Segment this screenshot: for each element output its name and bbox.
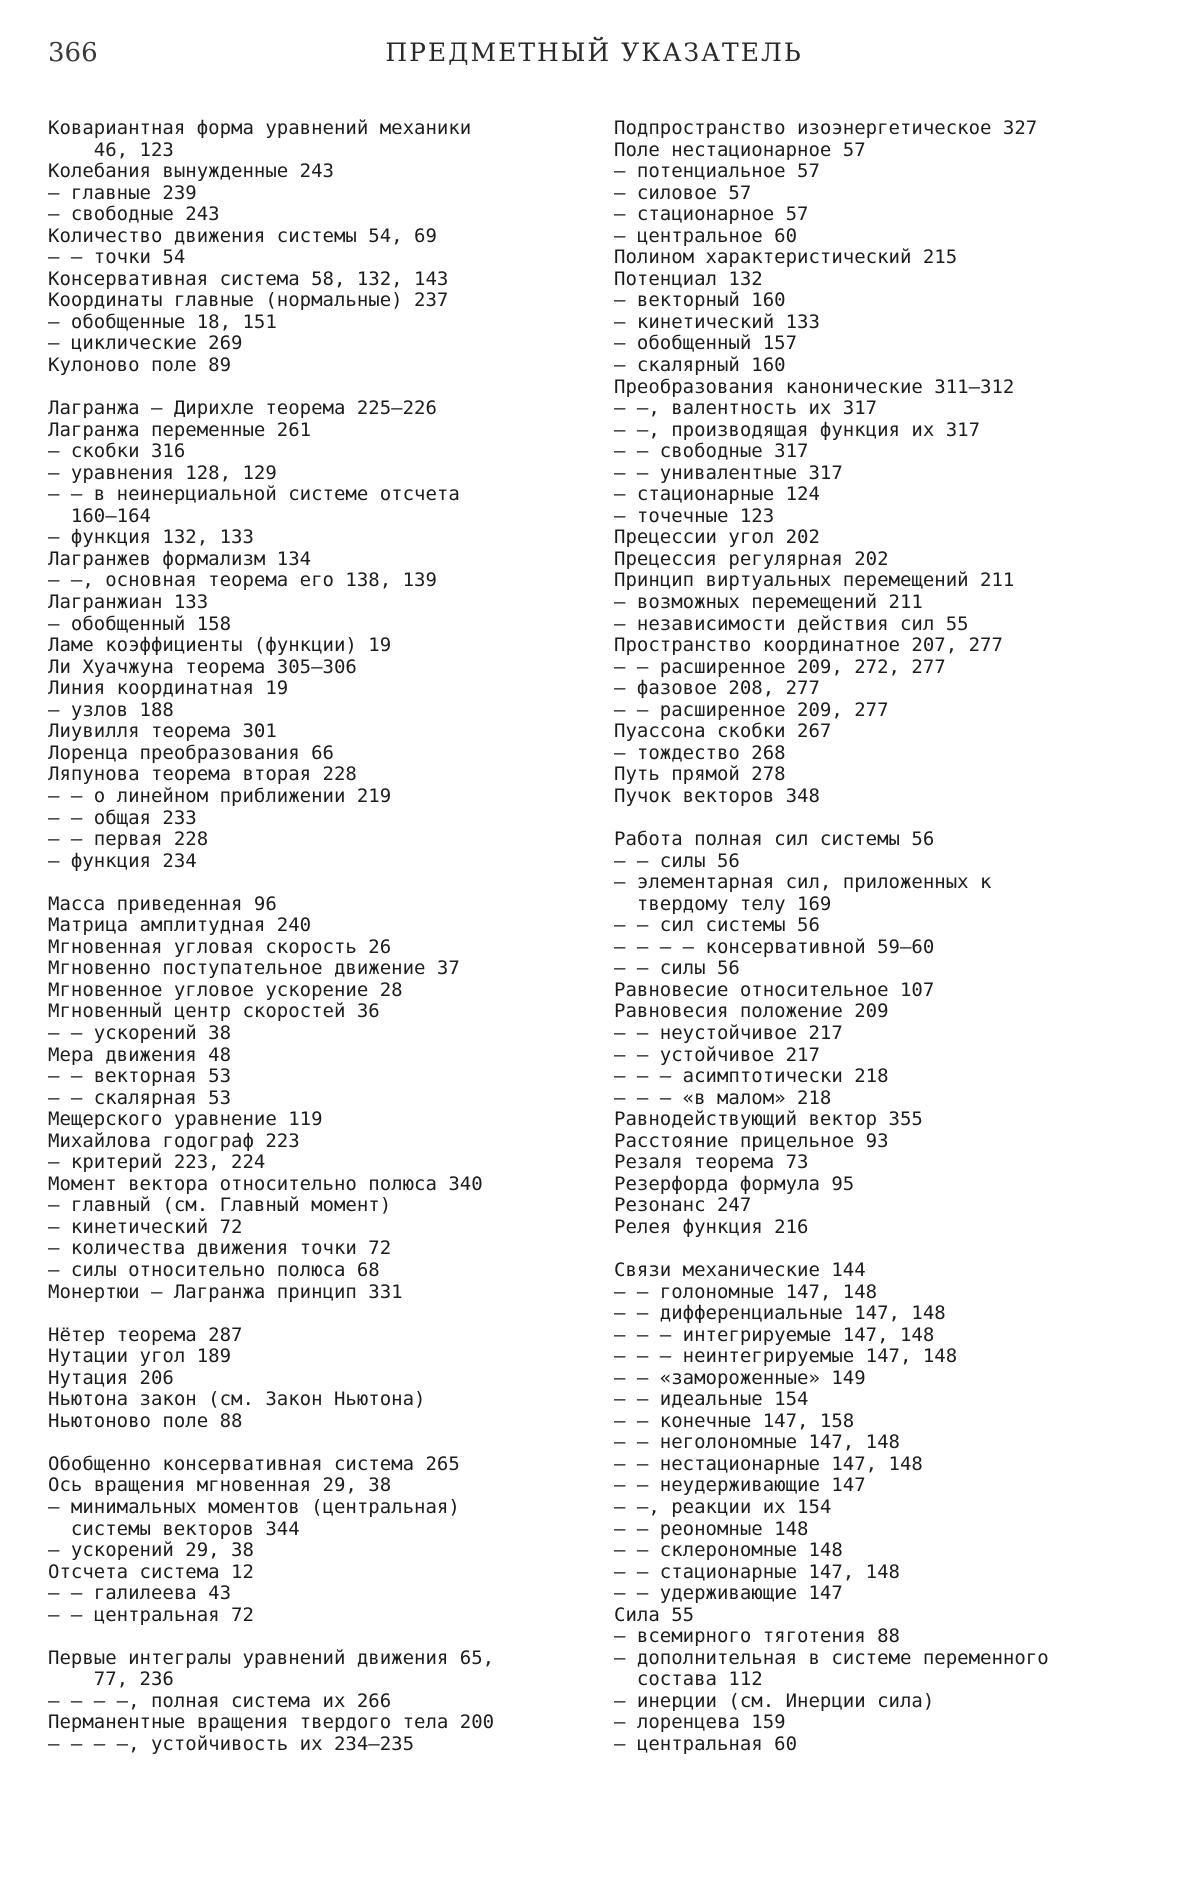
index-entry: Резонанс 247: [614, 1194, 752, 1217]
index-entry: — — неголономные 147, 148: [614, 1431, 900, 1454]
section-gap: [48, 872, 578, 894]
index-entry: Ляпунова теорема вторая 228: [48, 763, 357, 786]
index-entry: — — конечные 147, 158: [614, 1409, 855, 1432]
index-entry: Нётер теорема 287: [48, 1323, 243, 1346]
index-entry: — векторный 160: [614, 289, 786, 312]
index-column-left: [48, 118, 578, 1756]
index-entry: — стационарное 57: [614, 203, 809, 226]
index-entry: Ньютоново поле 88: [48, 1409, 243, 1432]
index-entry: — потенциальное 57: [614, 160, 820, 183]
index-entry: — скобки 316: [48, 440, 186, 463]
index-entry: — — первая 228: [48, 828, 209, 851]
index-entry: — главный (см. Главный момент): [48, 1194, 392, 1217]
index-entry: — обобщенные 18, 151: [48, 310, 277, 333]
index-entry: — обобщенный 158: [48, 612, 232, 635]
index-entry: — — силы 56: [614, 849, 740, 872]
index-entry: — — свободные 317: [614, 440, 809, 463]
index-entry: — — удерживающие 147: [614, 1582, 843, 1605]
index-entry: Консервативная система 58, 132, 143: [48, 267, 449, 290]
index-entry: — циклические 269: [48, 332, 243, 355]
index-entry: — — галилеева 43: [48, 1582, 232, 1605]
index-entry: — инерции (см. Инерции сила): [614, 1689, 935, 1712]
index-entry: Момент вектора относительно полюса 340: [48, 1172, 483, 1195]
index-entry: — минимальных моментов (центральная): [48, 1496, 460, 1518]
index-entry: Потенциал 132: [614, 267, 763, 290]
index-entry: Пуассона скобки 267: [614, 720, 832, 743]
index-entry: — — ускорений 38: [48, 1021, 232, 1044]
index-entry: Нутации угол 189: [48, 1345, 232, 1368]
index-entry: Равнодействующий вектор 355: [614, 1108, 923, 1131]
index-entry: — количества движения точки 72: [48, 1237, 392, 1260]
index-entry: Пространство координатное 207, 277: [614, 634, 1003, 657]
index-entry: — элементарная сил, приложенных к: [614, 871, 992, 894]
index-entry: Монертюи — Лагранжа принцип 331: [48, 1280, 403, 1303]
index-entry: Обобщенно консервативная система 265: [48, 1452, 460, 1475]
index-entry: — —, реакции их 154: [614, 1496, 832, 1518]
index-entry: Резаля теорема 73: [614, 1151, 809, 1174]
index-entry: — скалярный 160: [614, 354, 786, 377]
index-entry: — — реономные 148: [614, 1517, 809, 1540]
index-entry: — —, основная теорема его 138, 139: [48, 569, 437, 592]
index-entry: — — «замороженные» 149: [614, 1366, 866, 1389]
section-gap: [48, 1303, 578, 1325]
index-entry: — — — — консервативной 59—60: [614, 935, 935, 958]
index-entry: Лиувилля теорема 301: [48, 720, 277, 743]
index-entry: Подпространство изоэнергетическое 327: [614, 117, 1038, 139]
index-entry: Релея функция 216: [614, 1215, 809, 1238]
index-entry: — кинетический 72: [48, 1215, 243, 1238]
index-entry: Равновесие относительное 107: [614, 978, 935, 1001]
index-entry: — — — «в малом» 218: [614, 1086, 832, 1109]
index-entry: — — идеальные 154: [614, 1388, 809, 1411]
index-entry: Отсчета система 12: [48, 1560, 254, 1583]
section-gap: [614, 808, 1154, 830]
index-column-right: [614, 118, 1154, 1756]
index-entry: Мгновенная угловая скорость 26: [48, 935, 392, 958]
index-entry: Количество движения системы 54, 69: [48, 224, 437, 247]
index-entry: — силовое 57: [614, 181, 752, 204]
index-entry: — — — неинтегрируемые 147, 148: [614, 1345, 958, 1368]
index-entry: — — векторная 53: [48, 1065, 232, 1088]
index-entry: Координаты главные (нормальные) 237: [48, 289, 449, 312]
index-entry: — — скалярная 53: [48, 1086, 232, 1109]
index-entry: Ньютона закон (см. Закон Ньютона): [48, 1388, 426, 1411]
index-entry: — — в неинерциальной системе отсчета: [48, 483, 460, 506]
index-entry: Работа полная сил системы 56: [614, 828, 935, 851]
index-entry: Михайлова годограф 223: [48, 1129, 300, 1152]
index-entry: — точечные 123: [614, 504, 775, 527]
index-entry: — уравнения 128, 129: [48, 461, 277, 484]
index-entry: — критерий 223, 224: [48, 1151, 266, 1174]
index-entry: — кинетический 133: [614, 310, 820, 333]
index-entry: Перманентные вращения твердого тела 200: [48, 1711, 495, 1734]
index-entry: Ламе коэффициенты (функции) 19: [48, 634, 392, 657]
index-entry: — независимости действия сил 55: [614, 612, 969, 635]
index-entry: — — неудерживающие 147: [614, 1474, 866, 1497]
index-entry: — центральное 60: [614, 224, 798, 247]
index-entry: — функция 132, 133: [48, 526, 254, 549]
index-entry: Лагранжев формализм 134: [48, 547, 312, 570]
index-entry: Полином характеристический 215: [614, 246, 958, 269]
index-entry: Принцип виртуальных перемещений 211: [614, 569, 1015, 592]
index-entry: — лоренцева 159: [614, 1711, 786, 1734]
index-entry: Сила 55: [614, 1603, 695, 1626]
index-entry: Колебания вынужденные 243: [48, 160, 334, 183]
index-entry: Мещерского уравнение 119: [48, 1108, 323, 1131]
index-entry: — узлов 188: [48, 698, 174, 721]
section-gap: [48, 1626, 578, 1648]
index-entry: Лагранжиан 133: [48, 591, 209, 614]
index-entry: Лагранжа — Дирихле теорема 225—226: [48, 397, 437, 420]
running-title: ПРЕДМЕТНЫЙ УКАЗАТЕЛЬ: [385, 38, 803, 67]
index-entry: — — нестационарные 147, 148: [614, 1452, 923, 1475]
index-entry: Связи механические 144: [614, 1258, 866, 1281]
index-entry: Мгновенный центр скоростей 36: [48, 1000, 380, 1023]
index-entry: Мгновенное угловое ускорение 28: [48, 978, 403, 1001]
index-entry: Первые интегралы уравнений движения 65,: [48, 1646, 495, 1669]
index-entry: состава 112: [614, 1668, 763, 1691]
index-entry: Резерфорда формула 95: [614, 1172, 855, 1195]
index-entry: — центральная 60: [614, 1733, 798, 1756]
page-header: [48, 38, 1140, 78]
index-entry: Мера движения 48: [48, 1043, 232, 1066]
index-entry: Пучок векторов 348: [614, 784, 820, 807]
index-entry: — свободные 243: [48, 203, 220, 226]
index-entry: Ли Хуачжуна теорема 305—306: [48, 655, 357, 678]
index-entry: — — неустойчивое 217: [614, 1021, 843, 1044]
index-entry: — —, валентность их 317: [614, 397, 878, 420]
index-entry: Матрица амплитудная 240: [48, 914, 312, 937]
index-entry: — функция 234: [48, 849, 197, 872]
index-entry: Поле нестационарное 57: [614, 138, 866, 161]
index-entry: твердому телу 169: [614, 892, 832, 915]
index-entry: — — — асимптотически 218: [614, 1065, 889, 1088]
index-entry: Равновесия положение 209: [614, 1000, 889, 1023]
index-entry: — — расширенное 209, 272, 277: [614, 655, 946, 678]
index-entry: Ковариантная форма уравнений механики: [48, 117, 472, 139]
index-entry: — — — интегрируемые 147, 148: [614, 1323, 935, 1346]
index-entry: Прецессии угол 202: [614, 526, 820, 549]
index-entry: Ось вращения мгновенная 29, 38: [48, 1474, 392, 1497]
index-entry: — — сил системы 56: [614, 914, 820, 937]
index-entry: — тождество 268: [614, 741, 786, 764]
index-entry: — — стационарные 147, 148: [614, 1560, 900, 1583]
index-entry: — — общая 233: [48, 806, 197, 829]
index-entry: — — центральная 72: [48, 1603, 254, 1626]
index-entry: — дополнительная в системе переменного: [614, 1646, 1049, 1669]
index-entry: — силы относительно полюса 68: [48, 1258, 380, 1281]
index-entry: 77, 236: [48, 1668, 174, 1691]
index-entry: 160—164: [48, 504, 151, 527]
index-entry: — ускорений 29, 38: [48, 1539, 254, 1562]
index-entry: Расстояние прицельное 93: [614, 1129, 889, 1152]
index-entry: — — о линейном приближении 219: [48, 784, 392, 807]
index-entry: Лагранжа переменные 261: [48, 418, 312, 441]
index-entry: — —, производящая функция их 317: [614, 418, 981, 441]
index-entry: Преобразования канонические 311—312: [614, 375, 1015, 398]
index-entry: — — унивалентные 317: [614, 461, 843, 484]
index-entry: — — дифференциальные 147, 148: [614, 1302, 946, 1325]
index-entry: Нутация 206: [48, 1366, 174, 1389]
index-entry: Прецессия регулярная 202: [614, 547, 889, 570]
section-gap: [48, 1432, 578, 1454]
index-entry: 46, 123: [48, 138, 174, 161]
index-entry: Мгновенно поступательное движение 37: [48, 957, 460, 980]
index-entry: — — — —, устойчивость их 234—235: [48, 1733, 415, 1756]
index-entry: — — склерономные 148: [614, 1539, 843, 1562]
index-entry: — — голономные 147, 148: [614, 1280, 878, 1303]
index-entry: Масса приведенная 96: [48, 892, 277, 915]
index-entry: — стационарные 124: [614, 483, 820, 506]
section-gap: [614, 1238, 1154, 1260]
index-entry: — — устойчивое 217: [614, 1043, 820, 1066]
index-entry: системы векторов 344: [48, 1517, 300, 1540]
index-entry: Линия координатная 19: [48, 677, 289, 700]
index-entry: Кулоново поле 89: [48, 354, 232, 377]
index-entry: — фазовое 208, 277: [614, 677, 820, 700]
index-entry: Путь прямой 278: [614, 763, 786, 786]
index-entry: — главные 239: [48, 181, 197, 204]
index-entry: — — расширенное 209, 277: [614, 698, 889, 721]
index-entry: — всемирного тяготения 88: [614, 1625, 900, 1648]
index-entry: — обобщенный 157: [614, 332, 798, 355]
index-entry: — — точки 54: [48, 246, 186, 269]
index-entry: — возможных перемещений 211: [614, 591, 923, 614]
section-gap: [48, 377, 578, 399]
index-entry: — — силы 56: [614, 957, 740, 980]
page-number: 366: [48, 38, 98, 68]
index-entry: — — — —, полная система их 266: [48, 1689, 392, 1712]
index-entry: Лоренца преобразования 66: [48, 741, 334, 764]
